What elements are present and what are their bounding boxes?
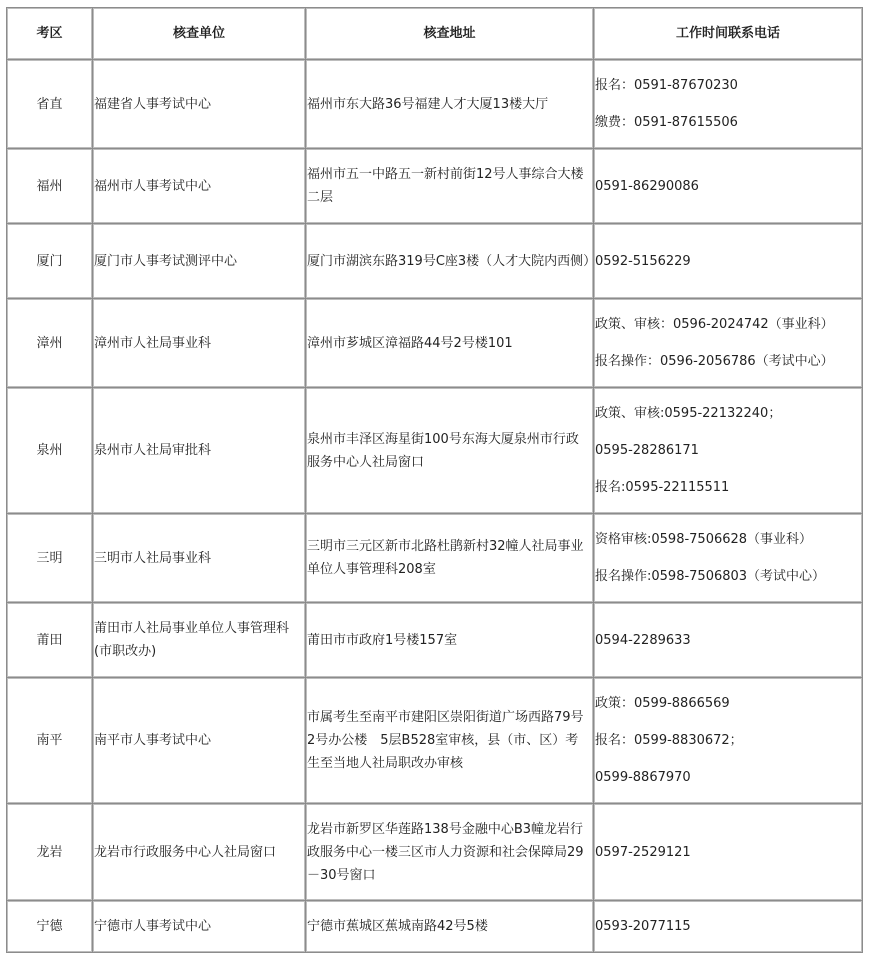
phone-line: 0599-8867970 (595, 770, 691, 785)
phone-cell (594, 514, 863, 603)
header-address: 核查地址 (306, 8, 594, 60)
table-row (7, 514, 863, 603)
table-row (7, 678, 863, 804)
unit-cell: 福建省人事考试中心 (93, 60, 306, 149)
phone-line: 政策：0599-8866569 (595, 696, 730, 711)
region-cell: 宁德 (7, 901, 93, 953)
address-cell: 市属考生至南平市建阳区崇阳街道广场西路79号2号办公楼 5层B528室审核，县（市、区）考生至当地人社局职改办审核 (306, 678, 594, 804)
table-row (7, 149, 863, 224)
address-cell: 龙岩市新罗区华莲路138号金融中心B3幢龙岩行政服务中心一楼三区市人力资源和社会保障局29－30号窗口 (306, 804, 594, 901)
address-cell: 福州市五一中路五一新村前街12号人事综合大楼二层 (306, 149, 594, 224)
phone-cell (594, 388, 863, 514)
region-cell: 莆田 (7, 603, 93, 678)
phone-cell (594, 804, 863, 901)
phone-cell (594, 901, 863, 953)
header-region: 考区 (7, 8, 93, 60)
unit-cell: 南平市人事考试中心 (93, 678, 306, 804)
table-row (7, 224, 863, 299)
phone-line: 0592-5156229 (595, 253, 691, 269)
header-unit: 核查单位 (93, 8, 306, 60)
table-row (7, 60, 863, 149)
table-row (7, 603, 863, 678)
phone-line: 报名操作:0598-7506803（考试中心） (595, 569, 826, 584)
phone-cell (594, 678, 863, 804)
region-cell: 三明 (7, 514, 93, 603)
region-cell: 南平 (7, 678, 93, 804)
phone-cell (594, 603, 863, 678)
phone-cell (594, 60, 863, 149)
region-cell: 福州 (7, 149, 93, 224)
region-cell: 龙岩 (7, 804, 93, 901)
phone-line: 报名：0599-8830672； (595, 733, 743, 748)
address-cell: 泉州市丰泽区海星街100号东海大厦泉州市行政服务中心人社局窗口 (306, 388, 594, 514)
verification-table (6, 7, 863, 953)
phone-line: 0594-2289633 (595, 632, 691, 648)
unit-cell: 泉州市人社局审批科 (93, 388, 306, 514)
phone-cell (594, 149, 863, 224)
header-phone: 工作时间联系电话 (594, 8, 863, 60)
unit-cell: 莆田市人社局事业单位人事管理科(市职改办) (93, 603, 306, 678)
address-cell: 福州市东大路36号福建人才大厦13楼大厅 (306, 60, 594, 149)
unit-cell: 宁德市人事考试中心 (93, 901, 306, 953)
unit-cell: 漳州市人社局事业科 (93, 299, 306, 388)
table-row (7, 901, 863, 953)
table-row (7, 804, 863, 901)
phone-cell (594, 299, 863, 388)
phone-line: 政策、审核:0595-22132240； (595, 406, 782, 421)
address-cell: 厦门市湖滨东路319号C座3楼（人才大院内西侧） (306, 224, 594, 299)
phone-line: 报名：0591-87670230 (595, 78, 738, 93)
phone-line: 0593-2077115 (595, 919, 691, 934)
header-row (7, 8, 863, 60)
unit-cell: 龙岩市行政服务中心人社局窗口 (93, 804, 306, 901)
address-cell: 三明市三元区新市北路杜鹃新村32幢人社局事业单位人事管理科208室 (306, 514, 594, 603)
phone-line: 报名操作：0596-2056786（考试中心） (595, 354, 834, 369)
address-cell: 漳州市芗城区漳福路44号2号楼101 (306, 299, 594, 388)
table-row (7, 299, 863, 388)
unit-cell: 福州市人事考试中心 (93, 149, 306, 224)
phone-cell (594, 224, 863, 299)
region-cell: 厦门 (7, 224, 93, 299)
table-row (7, 388, 863, 514)
region-cell: 漳州 (7, 299, 93, 388)
region-cell: 泉州 (7, 388, 93, 514)
phone-line: 报名:0595-22115511 (595, 480, 730, 495)
address-cell: 莆田市市政府1号楼157室 (306, 603, 594, 678)
unit-cell: 厦门市人事考试测评中心 (93, 224, 306, 299)
region-cell: 省直 (7, 60, 93, 149)
phone-line: 缴费：0591-87615506 (595, 115, 738, 130)
address-cell: 宁德市蕉城区蕉城南路42号5楼 (306, 901, 594, 953)
phone-line: 政策、审核：0596-2024742（事业科） (595, 317, 834, 332)
phone-line: 资格审核:0598-7506628（事业科） (595, 532, 813, 547)
phone-line: 0597-2529121 (595, 844, 691, 860)
phone-line: 0591-86290086 (595, 178, 699, 194)
unit-cell: 三明市人社局事业科 (93, 514, 306, 603)
phone-line: 0595-28286171 (595, 443, 699, 458)
